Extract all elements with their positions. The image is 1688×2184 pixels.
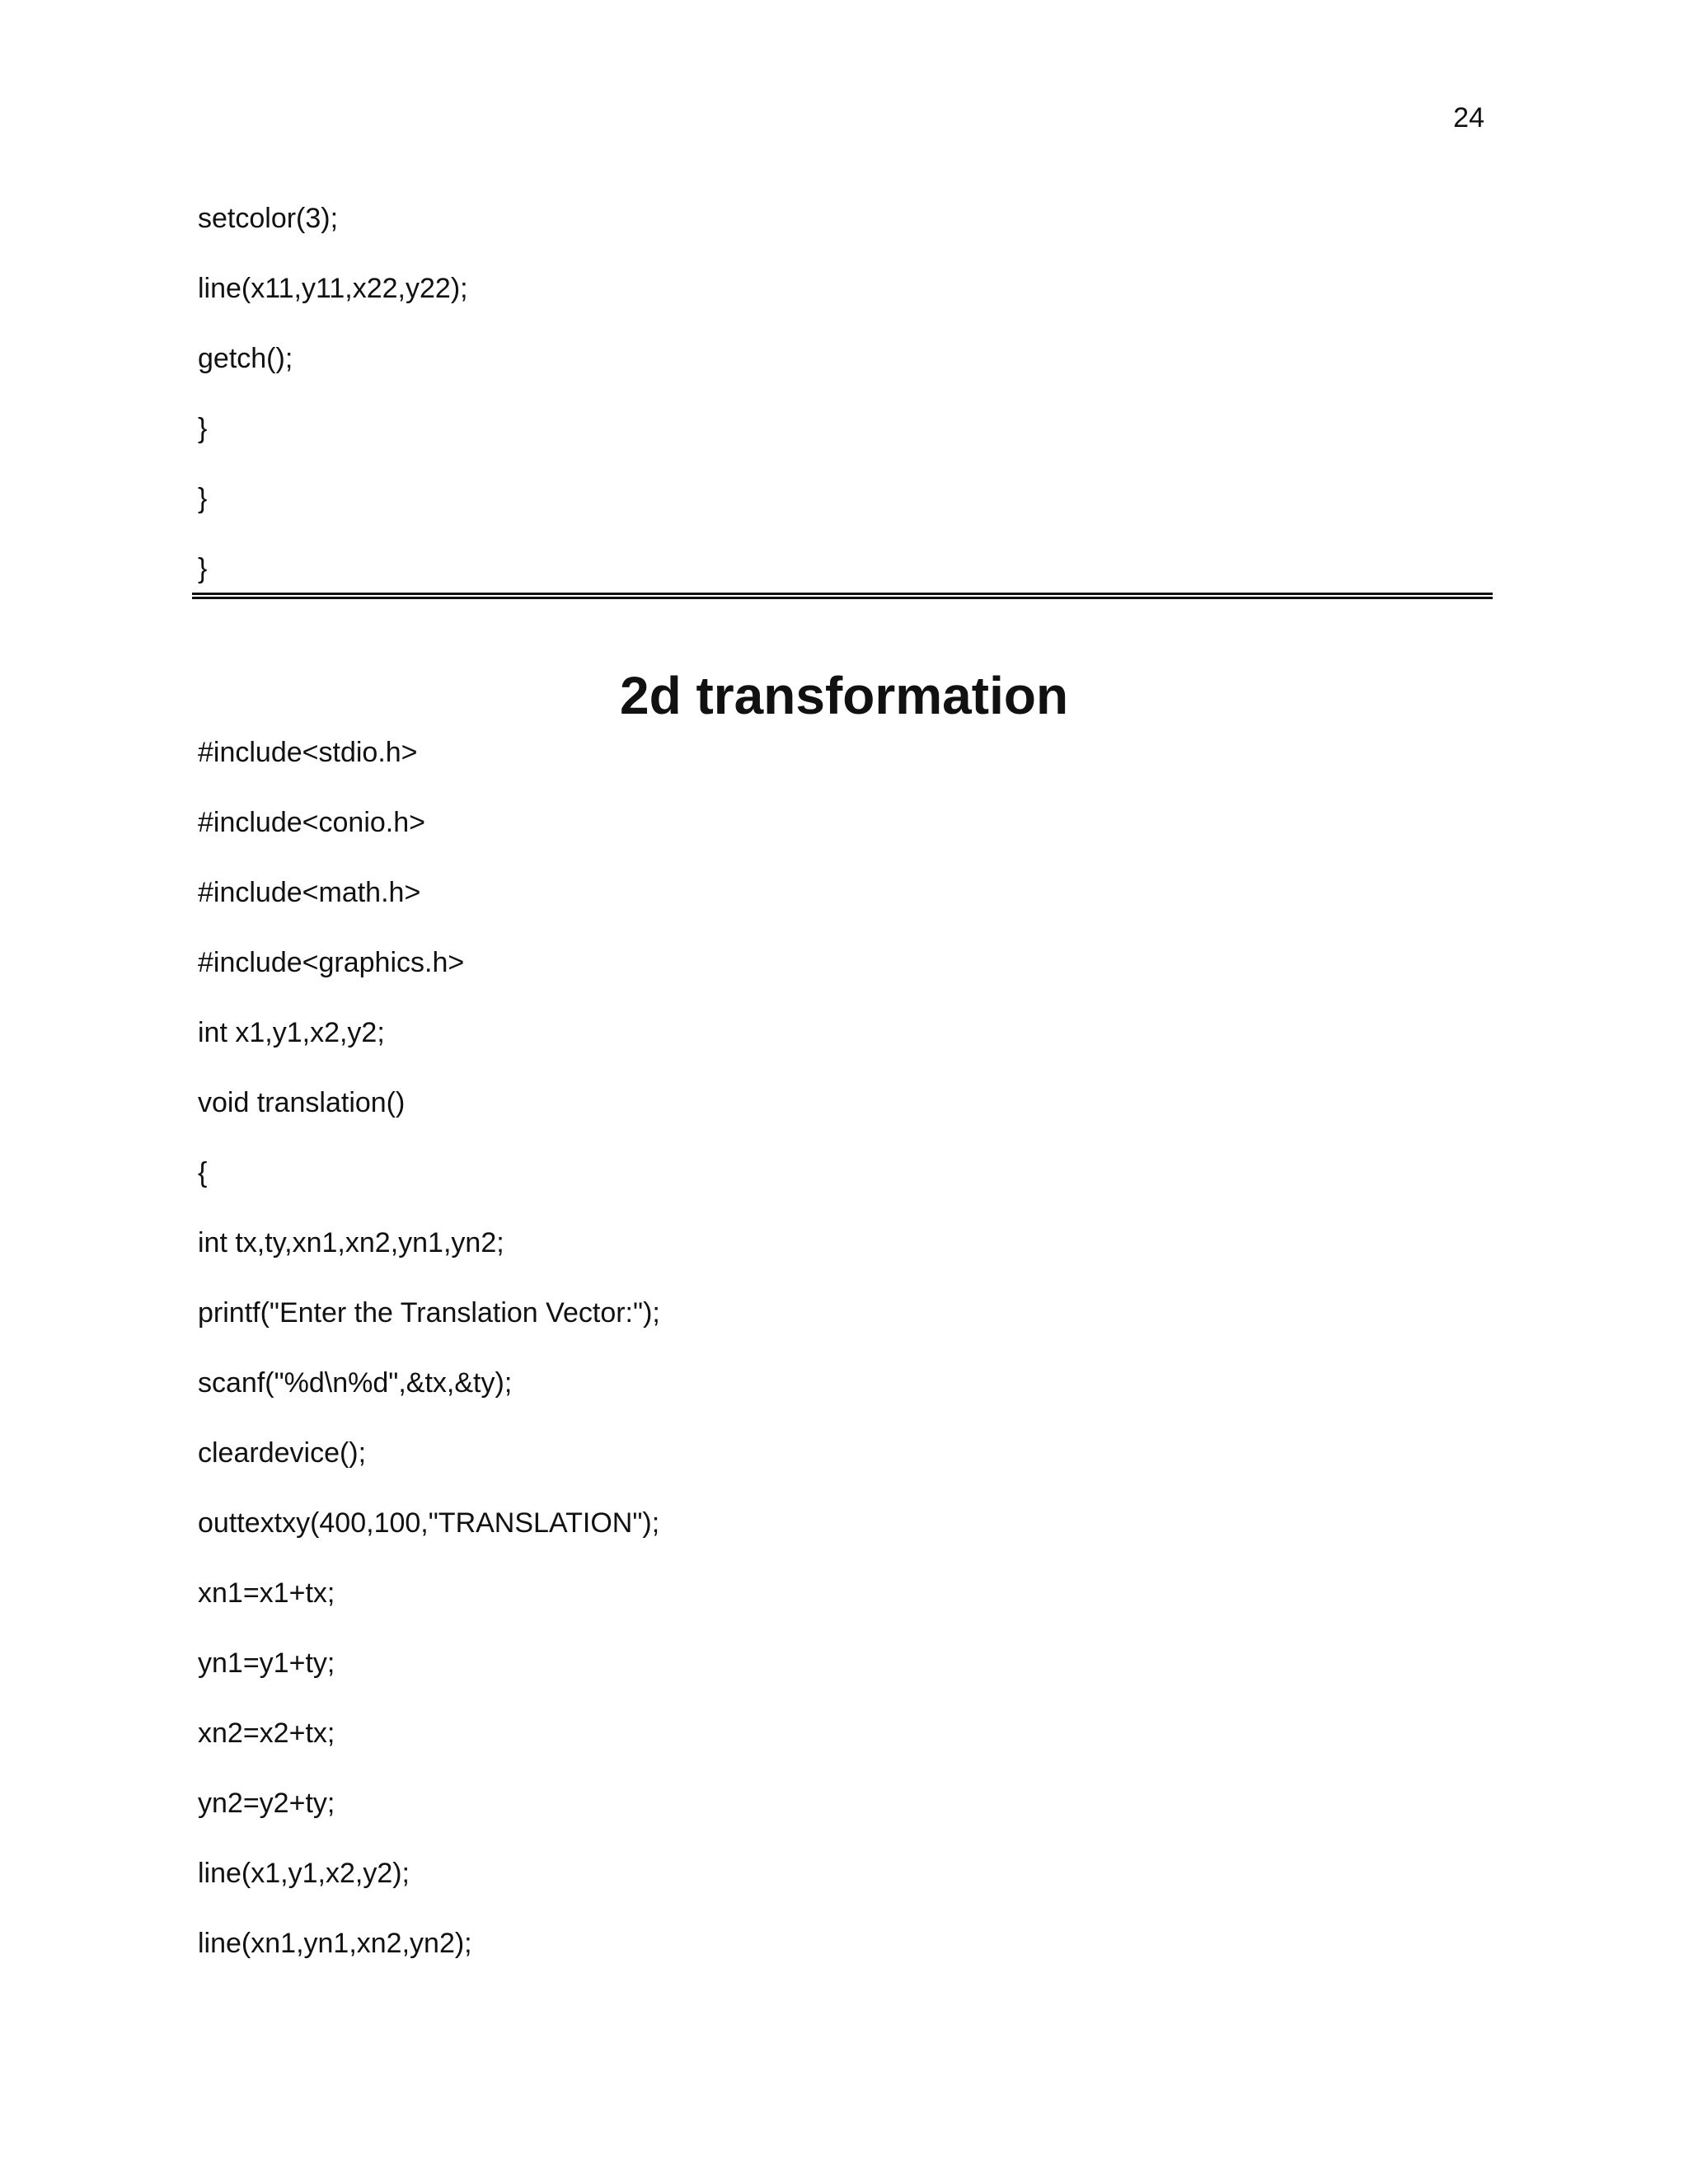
section-divider — [192, 593, 1493, 599]
main-code-block — [198, 736, 1484, 1997]
code-line: xn2=x2+tx; — [198, 1718, 335, 1749]
code-line: outtextxy(400,100,"TRANSLATION"); — [198, 1507, 660, 1539]
code-line: line(x1,y1,x2,y2); — [198, 1858, 410, 1889]
code-line: int x1,y1,x2,y2; — [198, 1017, 385, 1048]
code-line: xn1=x1+tx; — [198, 1577, 335, 1609]
code-line: } — [198, 413, 208, 444]
code-line: #include<graphics.h> — [198, 947, 465, 978]
code-line: cleardevice(); — [198, 1437, 367, 1469]
code-line: getch(); — [198, 343, 293, 374]
code-line: { — [198, 1157, 208, 1188]
code-line: int tx,ty,xn1,xn2,yn1,yn2; — [198, 1227, 504, 1258]
code-line: line(xn1,yn1,xn2,yn2); — [198, 1928, 472, 1959]
code-line: yn2=y2+ty; — [198, 1788, 335, 1819]
code-line: #include<math.h> — [198, 877, 421, 908]
code-line: } — [198, 553, 208, 584]
code-line: } — [198, 483, 208, 514]
code-line: #include<stdio.h> — [198, 737, 418, 768]
code-line: void translation() — [198, 1087, 406, 1118]
top-code-block — [198, 202, 1484, 622]
section-title: 2d transformation — [619, 665, 1069, 725]
code-line: yn1=y1+ty; — [198, 1647, 335, 1679]
code-line: #include<conio.h> — [198, 807, 426, 838]
code-line: setcolor(3); — [198, 203, 339, 234]
code-line: scanf("%d\n%d",&tx,&ty); — [198, 1367, 513, 1399]
code-line: line(x11,y11,x22,y22); — [198, 273, 468, 304]
code-line: printf("Enter the Translation Vector:"); — [198, 1297, 660, 1329]
page-number: 24 — [1453, 102, 1484, 134]
